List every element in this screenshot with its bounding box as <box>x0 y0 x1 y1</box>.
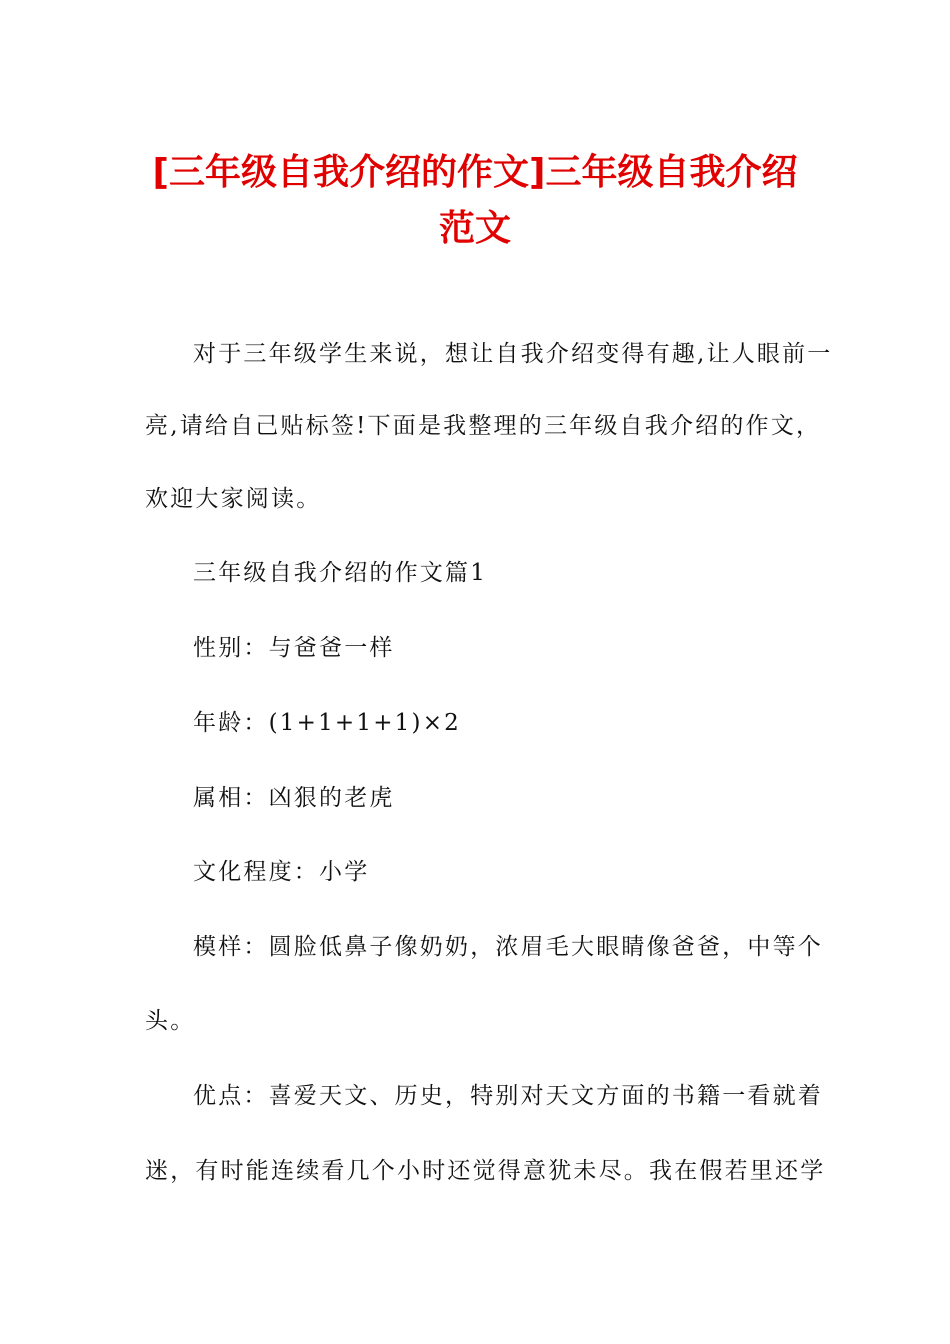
paragraph-line: 迷，有时能连续看几个小时还觉得意犹未尽。我在假若里还学 <box>145 1158 826 1184</box>
profile-strengths: 优点：喜爱天文、历史，特别对天文方面的书籍一看就着 <box>193 1083 823 1109</box>
paragraph-line: 欢迎大家阅读。 <box>145 486 322 512</box>
profile-education: 文化程度：小学 <box>193 859 370 885</box>
profile-appearance: 模样：圆脸低鼻子像奶奶，浓眉毛大眼睛像爸爸，中等个 <box>193 934 823 960</box>
paragraph-line: 对于三年级学生来说，想让自我介绍变得有趣,让人眼前一 <box>193 341 833 367</box>
profile-gender: 性别：与爸爸一样 <box>193 635 395 661</box>
profile-zodiac: 属相：凶狠的老虎 <box>193 785 395 811</box>
document-title: [三年级自我介绍的作文]三年级自我介绍范文 <box>152 152 798 249</box>
section-heading: 三年级自我介绍的作文篇1 <box>193 560 488 586</box>
paragraph-line: 头。 <box>145 1008 196 1034</box>
profile-age: 年龄：(1+1+1+1)×2 <box>193 710 461 736</box>
paragraph-line: 亮,请给自己贴标签!下面是我整理的三年级自我介绍的作文， <box>145 413 822 439</box>
